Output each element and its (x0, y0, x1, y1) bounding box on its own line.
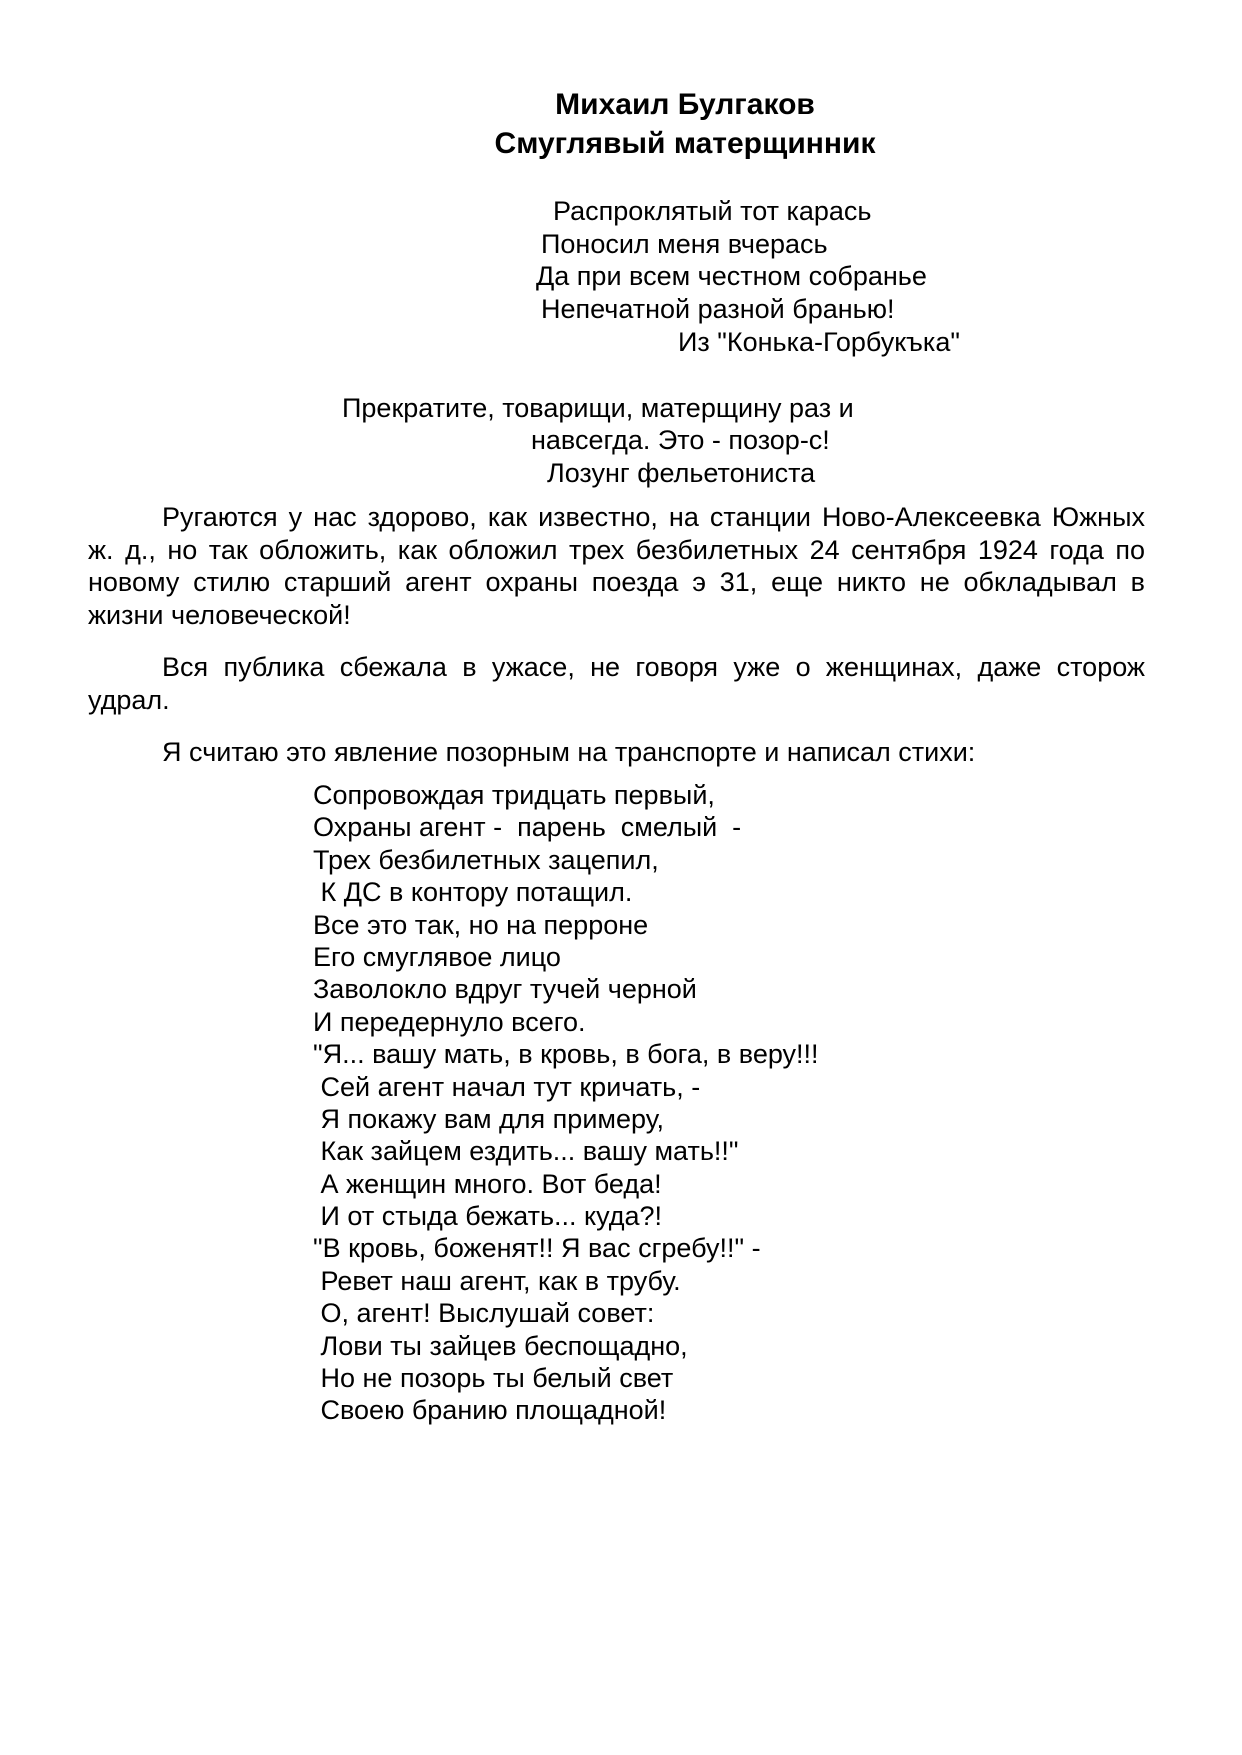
poem-line: Лови ты зайцев беспощадно, (313, 1330, 688, 1361)
epigraph-line: Распроклятый тот карась (553, 196, 872, 226)
epigraph-line: Да при всем честном собранье (536, 261, 927, 291)
body-paragraph: Вся публика сбежала в ужасе, не говоря уже о женщинах, даже сторож удрал. (88, 652, 1145, 715)
epigraph-line: Прекратите, товарищи, матерщину раз и (342, 393, 854, 423)
poem-line: Трех безбилетных зацепил, (313, 844, 659, 875)
poem-line: Охраны агент - парень смелый - (313, 812, 742, 843)
author-heading: Михаил Булгаков (555, 88, 815, 121)
poem-line: "В кровь, боженят!! Я вас сгребу!!" - (313, 1233, 761, 1264)
epigraph-source: Лозунг фельетониста (547, 458, 816, 488)
poem-line: И передернуло всего. (313, 1006, 586, 1037)
poem-line: "Я... вашу мать, в кровь, в бога, в веру!!! (313, 1039, 819, 1070)
poem-line: Сопровождая тридцать первый, (313, 780, 715, 810)
poem-line: Все это так, но на перроне (313, 909, 649, 940)
poem-line: Но не позорь ты белый свет (313, 1363, 674, 1394)
body-paragraph: Я считаю это явление позорным на транспорте и написал стихи: (162, 737, 976, 767)
epigraph-line: Непечатной разной бранью! (541, 294, 895, 324)
poem-line: А женщин много. Вот беда! (313, 1168, 662, 1199)
poem-line: О, агент! Выслушай совет: (313, 1298, 655, 1329)
page-title: Смуглявый матерщинник (494, 127, 876, 160)
poem (313, 779, 819, 1427)
body-paragraph: Ругаются у нас здорово, как известно, на станции Ново-Алексеевка Южных ж. д., но так обложить, как обложил трех безбилетных 24 сентября 1924 года по новому стилю старший агент охраны поезда э 31, еще никто не обкладывал в жизни человеческой! (88, 502, 1145, 630)
poem-line: К ДС в контору потащил. (313, 877, 633, 908)
poem-line: И от стыда бежать... куда?! (313, 1201, 663, 1232)
poem-line: Его смуглявое лицо (313, 941, 561, 972)
poem-line: Я покажу вам для примеру, (313, 1103, 664, 1134)
poem-line: Заволокло вдруг тучей черной (313, 974, 697, 1005)
epigraph-source: Из "Конька-Горбукъка" (678, 327, 960, 357)
poem-line: Своею бранию площадной! (313, 1395, 667, 1426)
poem-line: Сей агент начал тут кричать, - (313, 1071, 701, 1102)
poem-line: Как зайцем ездить... вашу мать!!" (313, 1136, 739, 1167)
epigraph-line: навсегда. Это - позор-с! (531, 425, 830, 455)
epigraph-line: Поносил меня вчерась (541, 229, 828, 259)
poem-line: Ревет наш агент, как в трубу. (313, 1265, 681, 1296)
